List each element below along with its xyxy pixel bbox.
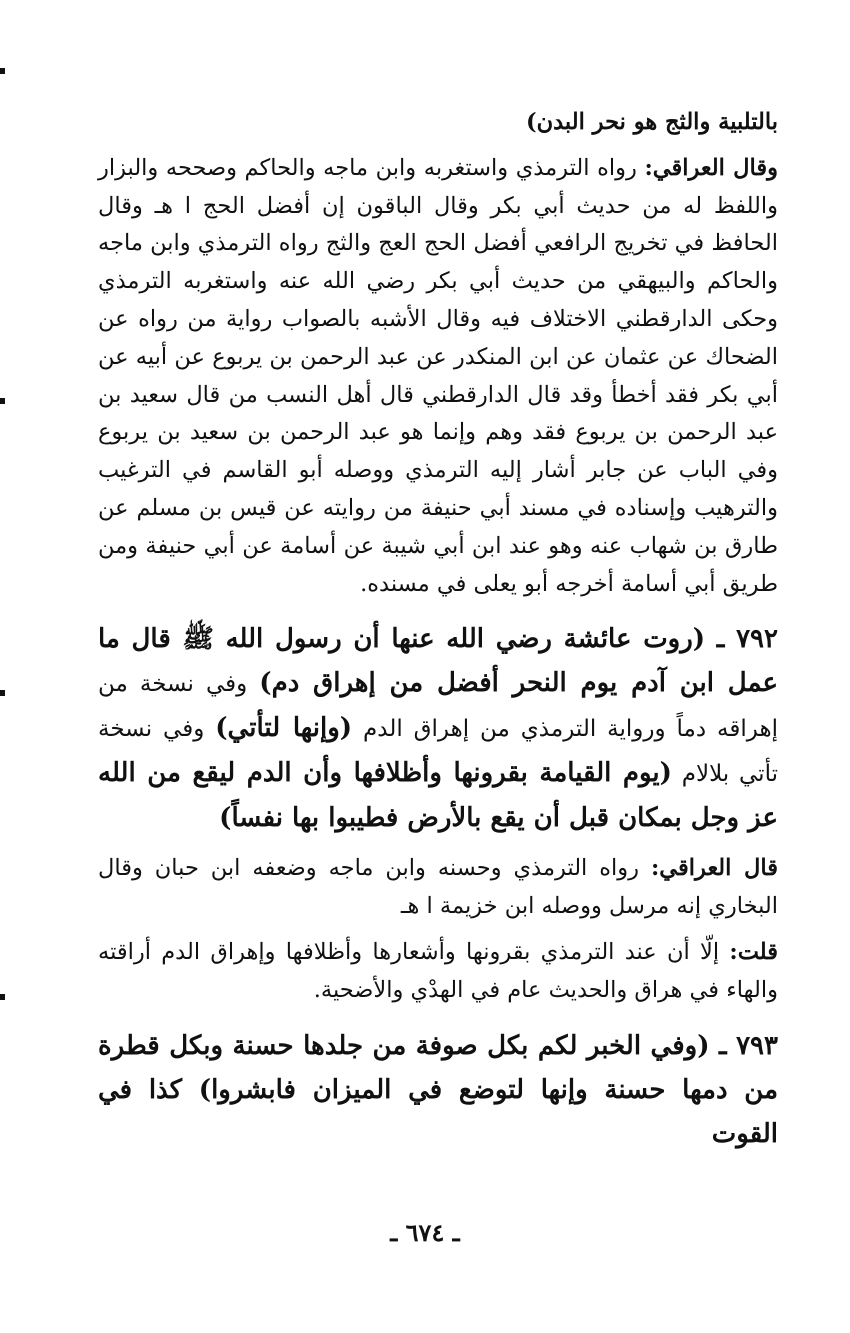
- margin-mark: [0, 398, 5, 404]
- paragraph-lead: قلت:: [729, 938, 778, 965]
- paragraph-qultu: [98, 934, 778, 1010]
- hadith-text-bold: (يوم القيامة بقرونها وأظلافها وأن الدم ليقع من الله عز وجل بمكان قبل أن يقع بالأرض فطيبوا بها نفساً): [98, 758, 778, 834]
- opening-line: بالتلبية والثج هو نحر البدن): [525, 109, 778, 135]
- hadith-text-bold: (روت عائشة رضي الله عنها أن رسول الله ﷺ قال ما عمل ابن آدم يوم النحر أفضل من إهراق دم): [98, 624, 778, 699]
- margin-mark: [0, 68, 5, 74]
- hadith-text-normal: وفي نسخة من إهراقه دماً ورواية الترمذي من إهراق الدم: [98, 671, 778, 743]
- hadith-text-normal: وفي نسخة تأتي بلالام: [98, 716, 778, 788]
- hadith-792: [98, 617, 778, 840]
- margin-mark: [0, 994, 5, 1000]
- page-number: ـ ٦٧٤ ـ: [390, 1218, 460, 1247]
- hadith-text-bold: (وفي الخبر لكم بكل صوفة من جلدها حسنة وبكل قطرة من دمها حسنة وإنها لتوضع في الميزان فابشروا): [98, 1030, 778, 1105]
- page-body: [98, 104, 778, 1166]
- paragraph-text: رواه الترمذي وحسنه وابن ماجه وضعفه ابن حبان وقال البخاري إنه مرسل ووصله ابن خزيمة ا هـ: [98, 855, 778, 920]
- paragraph-text: إلّا أن عند الترمذي بقرونها وأشعارها وأظلافها وإهراق الدم أراقته والهاء في هراق والحديث عام في الهدْي والأضحية.: [98, 938, 778, 1003]
- margin-mark: [0, 690, 5, 696]
- hadith-number: ٧٩٣ ـ: [718, 1030, 778, 1061]
- hadith-text-bold: كذا في القوت: [98, 1074, 778, 1149]
- hadith-number: ٧٩٢ ـ: [716, 624, 778, 655]
- paragraph-iraqi-2: [98, 850, 778, 926]
- hadith-text-bold: (وإنها لتأتي): [215, 713, 353, 744]
- paragraph-text: رواه الترمذي واستغربه وابن ماجه والحاكم وصححه والبزار واللفظ له من حديث أبي بكر وقال الباقون إن أفضل الحج ا هـ وقال الحافظ في تخريج الرافعي أفضل الحج العج والثج رواه الترمذي وابن ماجه والحاكم والبيهقي من حديث أبي بكر رضي الله عنه واستغربه الترمذي وحكى الدارقطني الاختلاف فيه وقال الأشبه بالصواب رواية من رواه عن الضحاك عن عثمان عن ابن المنكدر عن عبد الرحمن بن يربوع عن أبيه عن أبي بكر فقد أخطأ وقد قال الدارقطني قال أهل النسب من قال سعيد بن عبد الرحمن بن يربوع فقد وهم وإنما هو عبد الرحمن بن سعيد بن يربوع وفي الباب عن جابر أشار إليه الترمذي ووصله أبو القاسم في الترغيب والترهيب وإسناده في مسند أبي حنيفة من روايته عن قيس بن مسلم عن طارق بن شهاب عنه وهو عند ابن أبي شيبة عن أسامة عن أبي حنيفة ومن طريق أبي أسامة أخرجه أبو يعلى في مسنده.: [98, 154, 778, 597]
- paragraph-lead: وقال العراقي:: [644, 154, 778, 181]
- hadith-793: [98, 1024, 778, 1156]
- paragraph-lead: قال العراقي:: [650, 855, 778, 882]
- paragraph-iraqi-1: [98, 150, 778, 604]
